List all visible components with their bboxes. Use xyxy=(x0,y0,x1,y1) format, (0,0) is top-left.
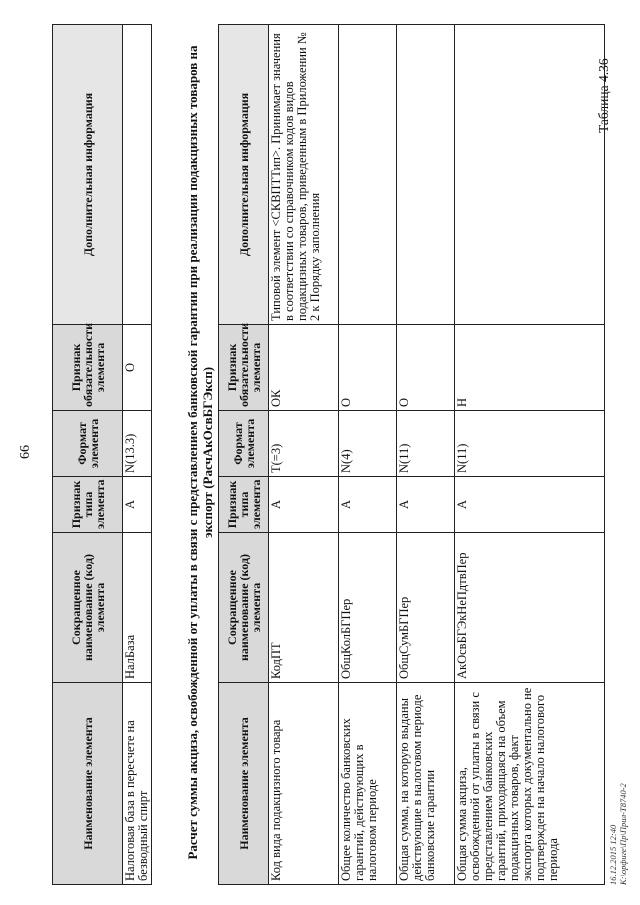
table-caption: Расчет суммы акциза, освобожденной от уплаты в связи с представлением банковской гарантии при реализации подакцизных товаров на экспорт (РасчАкОсвБГЭксп) xyxy=(185,45,215,860)
page-number: 66 xyxy=(18,445,33,459)
cell-format: N(13.3) xyxy=(123,411,152,477)
cell-name: Налоговая база в пересчете на безводный спирт xyxy=(123,683,152,885)
cell-name: Общая сумма, на которую выданы действующие в налоговом периоде банковские гарантии xyxy=(397,683,455,885)
footer-filepath: К:\орфиге\Пр\Прил-Т8740-2 xyxy=(618,783,628,885)
table-header-row xyxy=(53,25,123,885)
header-cell: Формат элемента xyxy=(219,411,269,477)
cell-info: Типовой элемент <СКВПТТип>. Принимает значения в соответствии со справочником кодов видов подакцизных товаров, приведенным в Приложении № 2 к Порядку заполнения xyxy=(269,25,339,325)
table-number: Таблица 4.36 xyxy=(596,58,611,133)
header-cell: Наименование элемента xyxy=(53,683,123,885)
header-cell: Признак типа элемента xyxy=(53,477,123,533)
table-row xyxy=(269,25,339,885)
header-cell: Признак обязательности элемента xyxy=(219,325,269,411)
cell-format: N(11) xyxy=(455,411,605,477)
cell-type: А xyxy=(123,477,152,533)
cell-info xyxy=(339,25,397,325)
table-row xyxy=(455,25,605,885)
footer-stamp xyxy=(608,783,628,885)
table-bank-guarantee xyxy=(218,24,605,885)
cell-required: ОК xyxy=(269,325,339,411)
table-header-row xyxy=(219,25,269,885)
header-cell: Признак типа элемента xyxy=(219,477,269,533)
cell-format: N(11) xyxy=(397,411,455,477)
cell-code: НалБаза xyxy=(123,533,152,683)
cell-type: А xyxy=(339,477,397,533)
table-continued xyxy=(52,24,152,885)
cell-code: КодПТ xyxy=(269,533,339,683)
header-cell: Признак обязательности элемента xyxy=(53,325,123,411)
cell-required: О xyxy=(123,325,152,411)
cell-format: T(=3) xyxy=(269,411,339,477)
cell-info xyxy=(455,25,605,325)
table-row xyxy=(397,25,455,885)
cell-code: ОбщСумБГПер xyxy=(397,533,455,683)
header-cell: Наименование элемента xyxy=(219,683,269,885)
cell-name: Общая сумма акциза, освобожденной от уплаты в связи с представлением банковских гарантий, приходящаяся на объем подакцизных товаров, факт экспорта которых документально не подтвержден на начало налогового периода xyxy=(455,683,605,885)
table-row xyxy=(123,25,152,885)
cell-code: ОбщКолБГПер xyxy=(339,533,397,683)
cell-info xyxy=(123,25,152,325)
footer-timestamp: 16.12.2015 12:40 xyxy=(608,824,618,885)
cell-format: N(4) xyxy=(339,411,397,477)
cell-name: Общее количество банковских гарантий, действующих в налоговом периоде xyxy=(339,683,397,885)
header-cell: Дополнительная информация xyxy=(53,25,123,325)
header-cell: Сокращенное наименование (код) элемента xyxy=(219,533,269,683)
table-row xyxy=(339,25,397,885)
header-cell: Сокращенное наименование (код) элемента xyxy=(53,533,123,683)
cell-type: А xyxy=(455,477,605,533)
cell-required: О xyxy=(397,325,455,411)
cell-required: О xyxy=(339,325,397,411)
cell-info xyxy=(397,25,455,325)
header-cell: Дополнительная информация xyxy=(219,25,269,325)
cell-code: АкОсвБГЭкНеПдтвПер xyxy=(455,533,605,683)
cell-required: Н xyxy=(455,325,605,411)
header-cell: Формат элемента xyxy=(53,411,123,477)
cell-type: А xyxy=(397,477,455,533)
cell-type: А xyxy=(269,477,339,533)
cell-name: Код вида подакцизного товара xyxy=(269,683,339,885)
